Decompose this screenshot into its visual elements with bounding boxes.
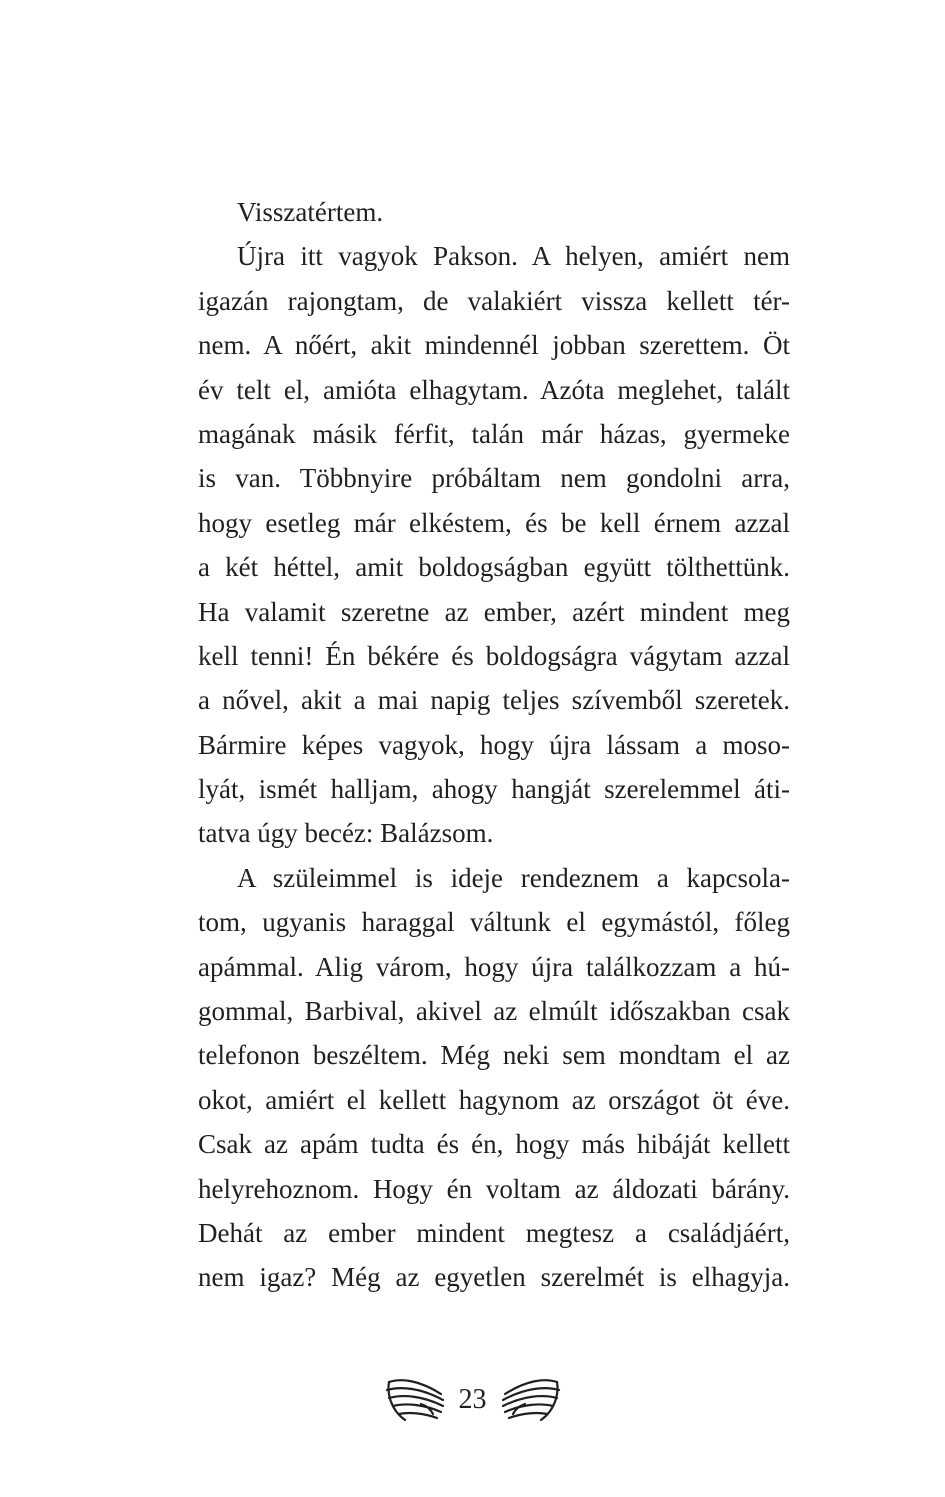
text-line: Visszatértem.	[237, 197, 384, 227]
text-line: telefonon beszéltem. Még neki sem mondtam el az	[198, 1040, 790, 1071]
text-line: tom, ugyanis haraggal váltunk el egymástól, főleg	[198, 907, 790, 938]
page-number: 23	[458, 1384, 487, 1415]
text-line: kell tenni! Én békére és boldogságra vágytam azzal	[198, 640, 790, 671]
text-line: Dehát az ember mindent megtesz a családjáért,	[198, 1217, 790, 1248]
body-text	[198, 190, 790, 1300]
text-line: helyrehoznom. Hogy én voltam az áldozati bárány.	[198, 1173, 790, 1204]
text-line: lyát, ismét halljam, ahogy hangját szerelemmel áti-	[198, 774, 790, 805]
text-line: okot, amiért el kellett hagynom az országot öt éve.	[198, 1084, 790, 1115]
text-line: Bármire képes vagyok, hogy újra lássam a moso-	[198, 729, 790, 760]
text-line: hogy esetleg már elkéstem, és be kell érnem azzal	[198, 507, 790, 538]
text-line: is van. Többnyire próbáltam nem gondolni arra,	[198, 463, 790, 494]
text-line: magának másik férfit, talán már házas, gyermeke	[198, 418, 790, 449]
text-line: Újra itt vagyok Pakson. A helyen, amiért nem	[237, 241, 790, 272]
text-line: a nővel, akit a mai napig teljes szívemből szeretek.	[198, 685, 790, 716]
text-line: A szüleimmel is ideje rendeznem a kapcsola-	[237, 862, 790, 893]
text-line: év telt el, amióta elhagytam. Azóta meglehet, talált	[198, 374, 790, 405]
text-line: tatva úgy becéz: Balázsom.	[198, 818, 494, 849]
angel-wing-icon	[499, 1374, 561, 1426]
text-line: nem. A nőért, akit mindennél jobban szerettem. Öt	[198, 330, 790, 361]
text-line: nem igaz? Még az egyetlen szerelmét is elhagyja.	[198, 1262, 790, 1293]
text-line: gommal, Barbival, akivel az elmúlt időszakban csak	[198, 996, 790, 1027]
text-line: apámmal. Alig várom, hogy újra találkozzam a hú-	[198, 951, 790, 982]
text-line: Ha valamit szeretne az ember, azért mindent meg	[198, 596, 790, 627]
page-footer	[0, 1370, 945, 1430]
angel-wing-icon	[385, 1374, 447, 1426]
text-line: Csak az apám tudta és én, hogy más hibáját kellett	[198, 1129, 790, 1160]
text-line: a két héttel, amit boldogságban együtt tölthettünk.	[198, 552, 790, 583]
text-line: igazán rajongtam, de valakiért vissza kellett tér-	[198, 285, 790, 316]
